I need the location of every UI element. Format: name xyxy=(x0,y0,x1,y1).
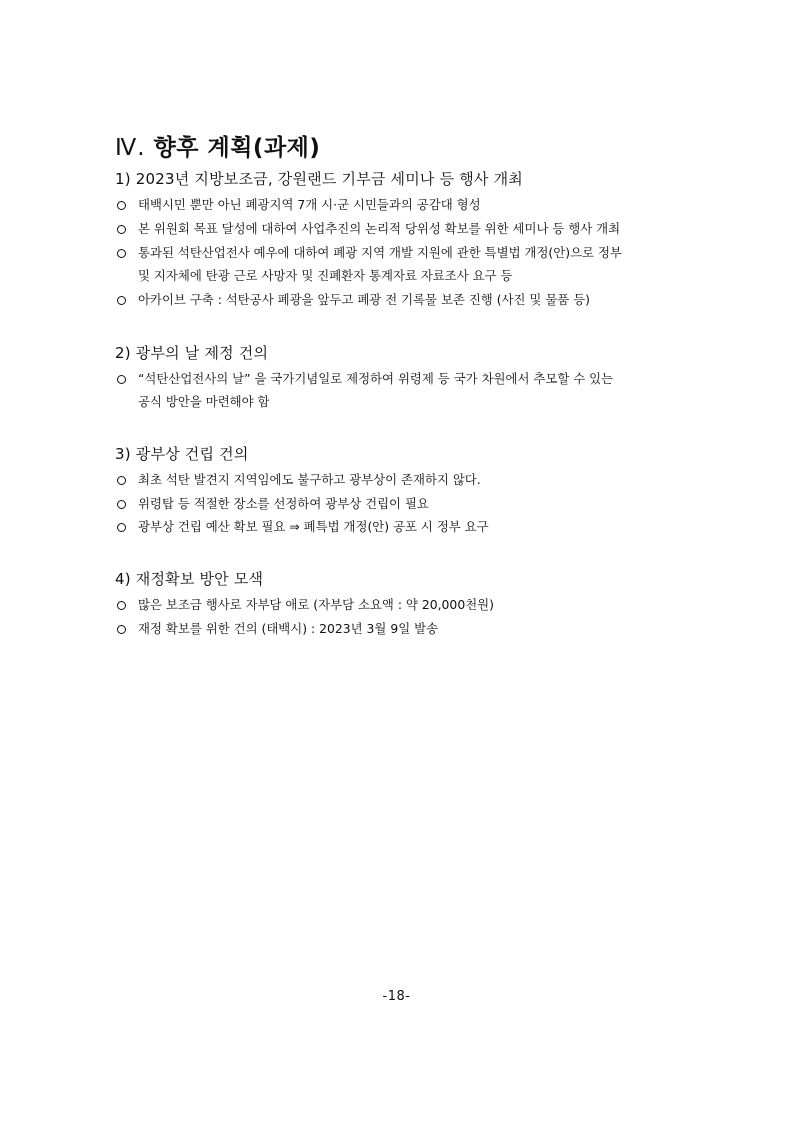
chapter-heading: 향후 계획(과제) xyxy=(153,135,321,161)
section-heading: 3) 광부상 건립 건의 xyxy=(115,445,249,463)
list-item xyxy=(117,291,590,309)
circle-bullet-icon xyxy=(117,375,126,384)
list-item-text: “석탄산업전사의 날” 을 국가기념일로 제정하여 위령제 등 국가 차원에서 추모할 수 있는 xyxy=(138,371,614,386)
list-item xyxy=(117,620,438,638)
list-item-continuation xyxy=(138,267,513,285)
circle-bullet-icon xyxy=(117,500,126,509)
list-item xyxy=(117,244,622,262)
list-item xyxy=(117,518,489,536)
section-heading: 2) 광부의 날 제정 건의 xyxy=(115,344,269,362)
list-item-text: 아카이브 구축 : 석탄공사 폐광을 앞두고 폐광 전 기록물 보존 진행 (사진 및 물품 등) xyxy=(138,292,591,307)
chapter-title xyxy=(115,131,320,165)
list-item xyxy=(117,370,613,388)
page-number: -18- xyxy=(382,989,411,1004)
circle-bullet-icon xyxy=(117,296,126,305)
circle-bullet-icon xyxy=(117,225,126,234)
list-item xyxy=(117,196,481,214)
list-item xyxy=(117,220,620,238)
section-heading: 4) 재정확보 방안 모색 xyxy=(115,570,264,588)
list-item-text: 및 지자체에 탄광 근로 사망자 및 진폐환자 통계자료 자료조사 요구 등 xyxy=(138,268,513,283)
circle-bullet-icon xyxy=(117,249,126,258)
list-item-text: 광부상 건립 예산 확보 필요 ⇒ 폐특법 개정(안) 공포 시 정부 요구 xyxy=(138,519,489,534)
list-item xyxy=(117,596,494,614)
section-heading: 1) 2023년 지방보조금, 강원랜드 기부금 세미나 등 행사 개최 xyxy=(115,170,523,188)
list-item-text: 공식 방안을 마련해야 함 xyxy=(138,394,270,409)
circle-bullet-icon xyxy=(117,601,126,610)
list-item-text: 태백시민 뿐만 아닌 폐광지역 7개 시·군 시민들과의 공감대 형성 xyxy=(138,197,481,212)
list-item-text: 위령탑 등 적절한 장소를 선정하여 광부상 건립이 필요 xyxy=(138,496,429,511)
list-item-text: 본 위원회 목표 달성에 대하여 사업추진의 논리적 당위성 확보를 위한 세미나 등 행사 개최 xyxy=(138,221,621,236)
list-item-text: 최초 석탄 발견지 지역임에도 불구하고 광부상이 존재하지 않다. xyxy=(138,472,481,487)
list-item-text: 많은 보조금 행사로 자부담 애로 (자부담 소요액 : 약 20,000천원) xyxy=(138,597,494,612)
list-item-text: 재정 확보를 위한 건의 (태백시) : 2023년 3월 9일 발송 xyxy=(138,621,439,636)
list-item-text: 통과된 석탄산업전사 예우에 대하여 폐광 지역 개발 지원에 관한 특별법 개정(안)으로 정부 xyxy=(138,245,622,260)
list-item-continuation xyxy=(138,393,270,411)
list-item xyxy=(117,471,481,489)
circle-bullet-icon xyxy=(117,201,126,210)
circle-bullet-icon xyxy=(117,625,126,634)
list-item xyxy=(117,495,429,513)
circle-bullet-icon xyxy=(117,523,126,532)
circle-bullet-icon xyxy=(117,476,126,485)
chapter-number: Ⅳ. xyxy=(115,135,146,161)
